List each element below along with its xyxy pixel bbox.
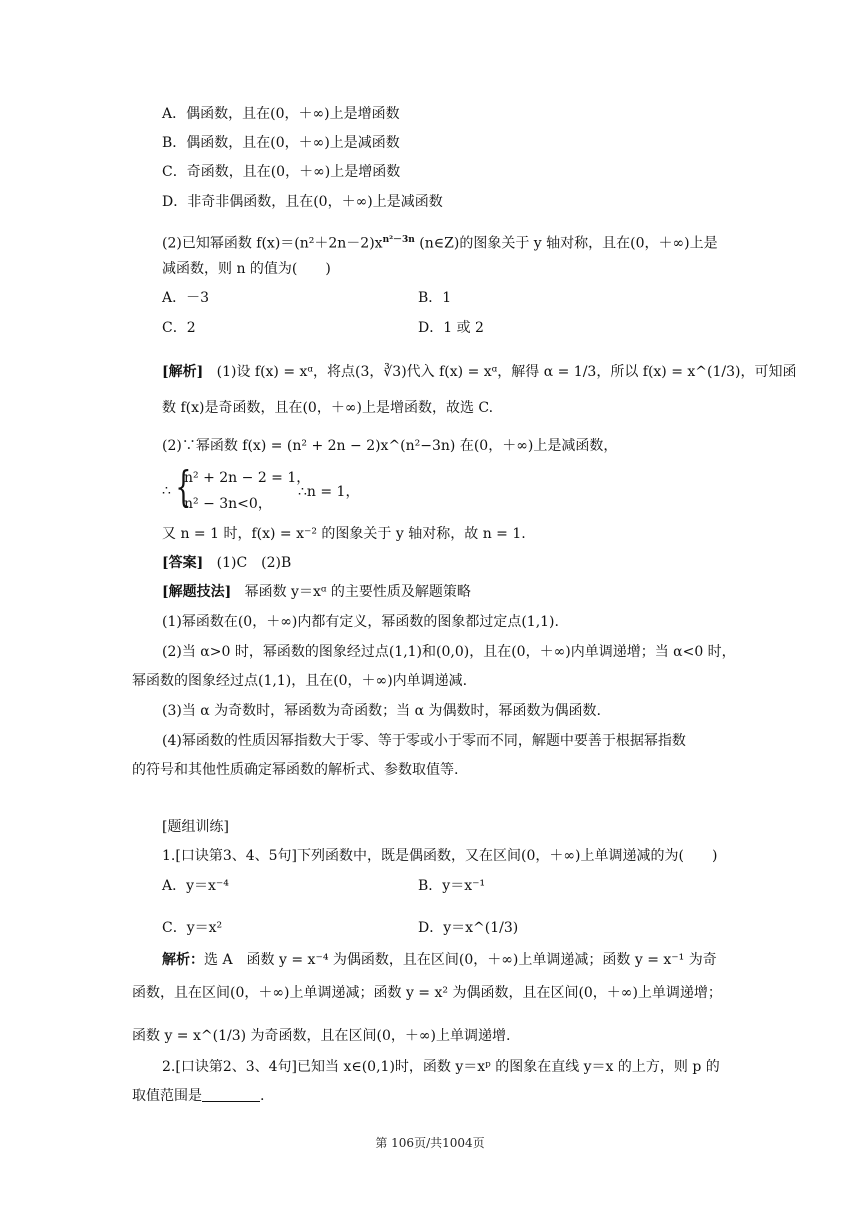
method-title-line: [162, 582, 471, 602]
page-footer: 第 106页/共1004页: [375, 1136, 485, 1150]
training-q2-line2: 取值范围是 .: [132, 1088, 265, 1104]
q2-stem-line2: 减函数，则 n 的值为( ): [162, 261, 331, 277]
method-point-2a: (2)当 α>0 时，幂函数的图象经过点(1,1)和(0,0)，且在(0，＋∞)内单调递增；当 α<0 时，: [162, 644, 736, 660]
training-q1-option-b: B．y＝x⁻¹: [418, 878, 486, 894]
training-q1: 1.[口诀第3、4、5句]下列函数中，既是偶函数，又在区间(0，＋∞)上单调递减的为( ): [162, 848, 718, 864]
therefore-symbol: ∴: [162, 483, 171, 499]
analysis-tag: [解析]: [162, 364, 204, 380]
method-point-4b: 的符号和其他性质确定幂函数的解析式、参数取值等.: [132, 762, 459, 778]
answer-blank: [202, 1087, 260, 1102]
training-q2-line1: 2.[口诀第2、3、4句]已知当 x∈(0,1)时，函数 y＝xᵖ 的图象在直线 y＝x 的上方，则 p 的: [162, 1059, 720, 1075]
training-solution-line2: 函数，且在区间(0，＋∞)上单调递减；函数 y = x² 为偶函数，且在区间(0，＋∞)上单调递增；: [132, 985, 722, 1001]
answer-text: (1)C (2)B: [216, 555, 292, 571]
training-q1-option-d: D．y＝x^(1/3): [418, 920, 519, 936]
method-point-3: (3)当 α 为奇数时，幂函数为奇函数；当 α 为偶数时，幂函数为偶函数.: [162, 703, 601, 719]
equation-system: [162, 463, 402, 519]
left-brace: {: [175, 462, 192, 511]
analysis-line3: (2)∵幂函数 f(x) = (n² + 2n − 2)x^(n²−3n) 在(0，＋∞)上是减函数，: [162, 438, 618, 454]
training-q1-option-a: A．y＝x⁻⁴: [162, 878, 229, 894]
q2-stem-exponent: n²－3n: [382, 235, 415, 245]
q1-option-a: A．偶函数，且在(0，＋∞)上是增函数: [162, 106, 400, 122]
solution-text1: 选 A 函数 y = x⁻⁴ 为偶函数，且在区间(0，＋∞)上单调递减；函数 y = x⁻¹ 为奇: [204, 952, 717, 968]
answer-line: [162, 553, 291, 573]
system-equation-1: n² + 2n − 2 = 1，: [184, 470, 311, 486]
q2-option-a: A．－3: [162, 290, 210, 306]
analysis-line4: 又 n = 1 时，f(x) = x⁻² 的图象关于 y 轴对称，故 n = 1.: [162, 526, 526, 542]
training-solution-line1: [162, 950, 717, 970]
training-q1-option-c: C．y＝x²: [162, 920, 223, 936]
q1-option-d: D．非奇非偶函数，且在(0，＋∞)上是减函数: [162, 194, 443, 210]
training-solution-line3: 函数 y = x^(1/3) 为奇函数，且在区间(0，＋∞)上单调递增.: [132, 1028, 511, 1044]
q1-option-c: C．奇函数，且在(0，＋∞)上是增函数: [162, 164, 401, 180]
training-header: [题组训练]: [162, 819, 229, 835]
solution-tag: 解析：: [162, 952, 204, 968]
q2-stem-line1: [162, 230, 718, 254]
q2-option-c: C．2: [162, 320, 196, 336]
method-title: 幂函数 y＝xᵅ 的主要性质及解题策略: [244, 584, 471, 600]
system-equation-2: n² − 3n<0，: [184, 496, 272, 512]
q2-stem-b: (n∈Z)的图象关于 y 轴对称，且在(0，＋∞)上是: [414, 235, 718, 252]
analysis-line1: [162, 362, 796, 382]
answer-tag: [答案]: [162, 555, 204, 571]
q1-option-b: B．偶函数，且在(0，＋∞)上是减函数: [162, 135, 400, 151]
analysis-line2: 数 f(x)是奇函数，且在(0，＋∞)上是增函数，故选 C.: [162, 400, 494, 416]
method-point-1: (1)幂函数在(0，＋∞)内都有定义，幂函数的图象都过定点(1,1).: [162, 614, 559, 630]
method-point-2b: 幂函数的图象经过点(1,1)，且在(0，＋∞)内单调递减.: [132, 673, 468, 689]
system-result: ∴n = 1，: [298, 484, 360, 500]
method-point-4a: (4)幂函数的性质因幂指数大于零、等于零或小于零而不同，解题中要善于根据幂指数: [162, 733, 686, 749]
q2-stem-a: (2)已知幂函数 f(x)＝(n²＋2n－2)x: [162, 235, 383, 252]
q2-option-b: B．1: [418, 290, 452, 306]
training-q2-text: 取值范围是: [132, 1088, 202, 1104]
analysis-text1: (1)设 f(x) = xᵅ，将点(3，∛3)代入 f(x) = xᵅ，解得 α = 1/3，所以 f(x) = x^(1/3)，可知函: [216, 364, 797, 380]
q2-option-d: D．1 或 2: [418, 320, 484, 336]
method-tag: [解题技法]: [162, 584, 232, 600]
